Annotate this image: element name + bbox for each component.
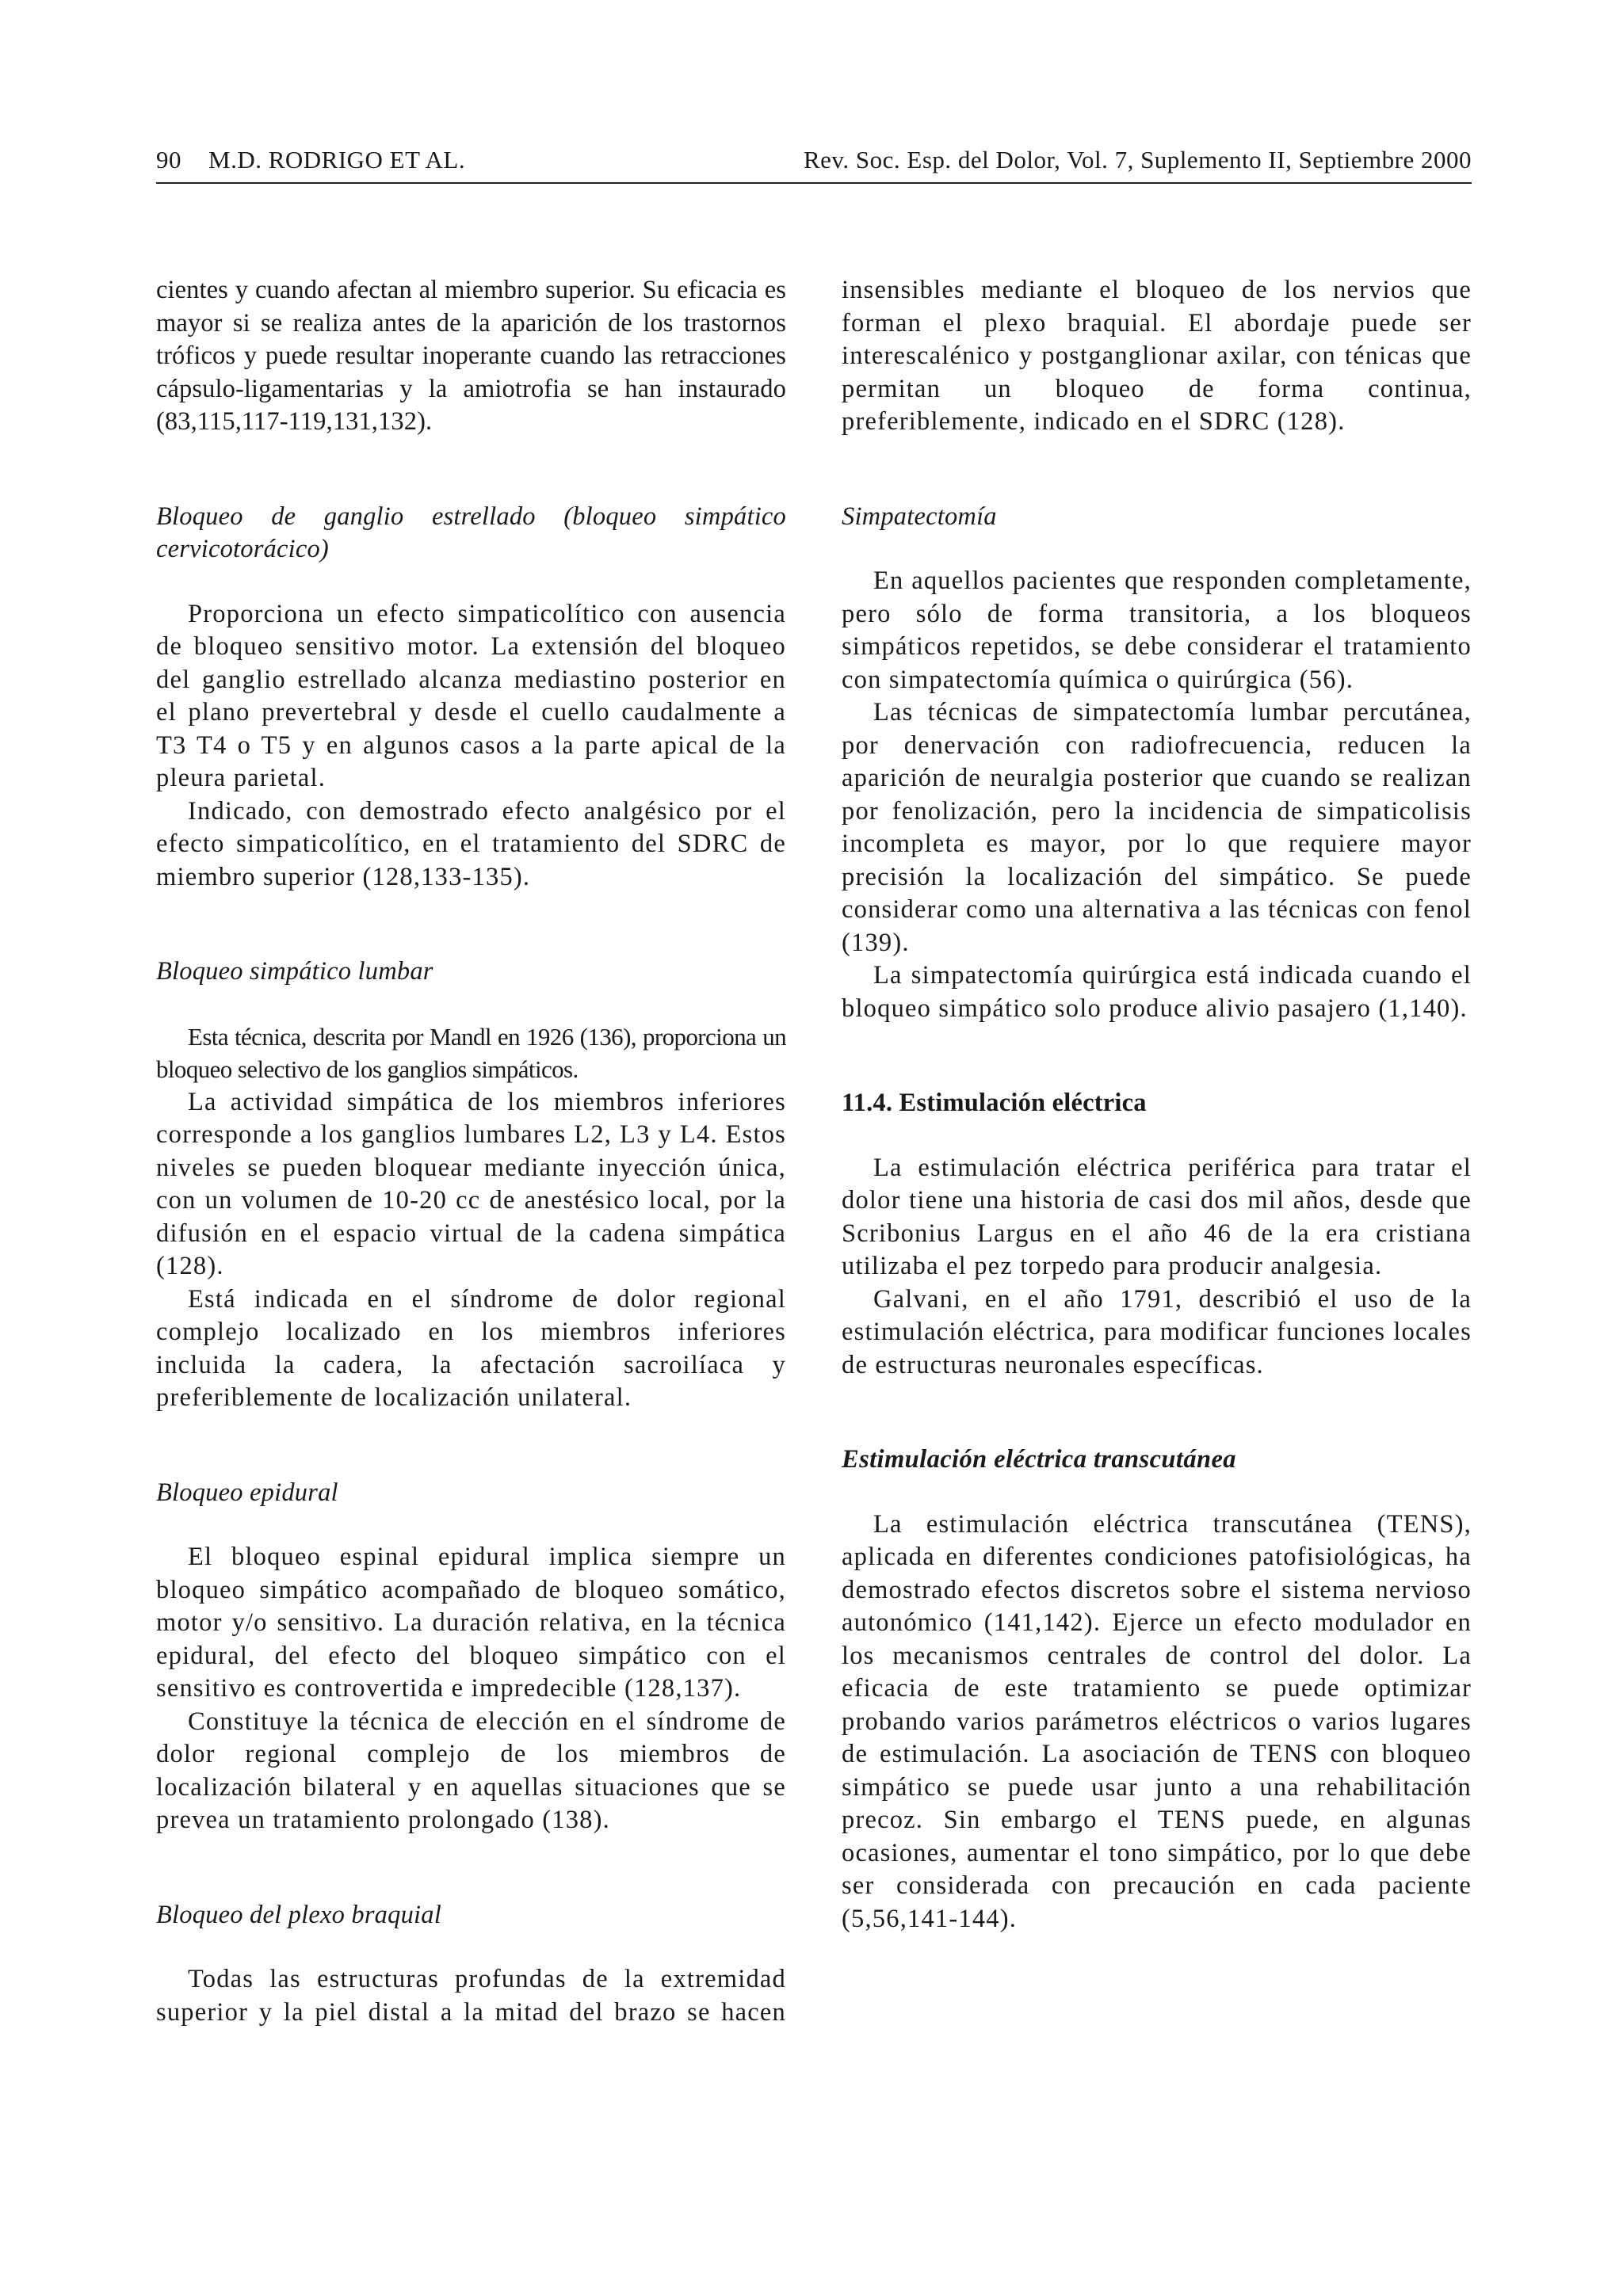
header-authors: M.D. RODRIGO ET AL. [208, 146, 466, 174]
section-title-lumbar: Bloqueo simpático lumbar [156, 957, 433, 986]
paragraph: insensibles mediante el bloqueo de los nervios que forman el plexo braquial. El abordaje puede ser interescalénico y postganglionar axilar, con ténicas que permitan un bloqueo de forma continua, preferiblemente, indicado en el SDRC (128). [842, 276, 1472, 436]
paragraph: cientes y cuando afectan al miembro superior. Su eficacia es mayor si se realiza antes de la aparición de los trastornos tróficos y puede resultar inoperante cuando las retracciones cápsulo-ligamentarias y la amiotrofia se han instaurado (83,115,117-119,131,132). [156, 276, 786, 436]
section-title-electrical-stimulation: 11.4. Estimulación eléctrica [842, 1089, 1147, 1117]
paragraph: La actividad simpática de los miembros inferiores corresponde a los ganglios lumbares L2, L3 y L4. Estos niveles se pueden bloquear mediante inyección única, con un volumen de 10-20 cc de anestésico local, por la difusión en el espacio virtual de la cadena simpática (128). [156, 1087, 786, 1280]
section-title-sympathectomy: Simpatectomía [842, 502, 997, 531]
left-column [156, 274, 786, 2029]
paragraph: La estimulación eléctrica transcutánea (TENS), aplicada en diferentes condiciones patofisiológicas, ha demostrado efectos discretos sobre el sistema nervioso autonómico (141,142). Ejerce un efecto modulador en los mecanismos centrales de control del dolor. La eficacia de este tratamiento se puede optimizar probando varios parámetros eléctricos o varios lugares de estimulación. La asociación de TENS con bloqueo simpático se puede usar junto a una rehabilitación precoz. Sin embargo el TENS puede, en algunas ocasiones, aumentar el tono simpático, por lo que debe ser considerada con precaución en cada paciente (5,56,141-144). [842, 1509, 1472, 1933]
right-column [842, 274, 1472, 1936]
paragraph: Constituye la técnica de elección en el síndrome de dolor regional complejo de los miembros de localización bilateral y en aquellas situaciones que se prevea un tratamiento prolongado (138). [156, 1707, 786, 1834]
section-title-epidural: Bloqueo epidural [156, 1478, 338, 1507]
paragraph: Esta técnica, descrita por Mandl en 1926 (136), proporciona un bloqueo selectivo de los ganglios simpáticos. [156, 1022, 786, 1083]
paragraph: El bloqueo espinal epidural implica siempre un bloqueo simpático acompañado de bloqueo somático, motor y/o sensitivo. La duración relativa, en la técnica epidural, del efecto del bloqueo simpático con el sensitivo es controvertida e impredecible (128,137). [156, 1543, 786, 1703]
running-header [156, 143, 1472, 184]
paragraph: Está indicada en el síndrome de dolor regional complejo localizado en los miembros inferiores incluida la cadera, la afectación sacroilíaca y preferiblemente de localización unilateral. [156, 1284, 786, 1412]
section-title-stellate: Bloqueo de ganglio estrellado (bloqueo simpático cervicotorácico) [156, 502, 786, 563]
header-left [156, 146, 465, 174]
section-title-tens: Estimulación eléctrica transcutánea [842, 1445, 1236, 1474]
paragraph: La simpatectomía quirúrgica está indicada cuando el bloqueo simpático solo produce alivio pasajero (1,140). [842, 961, 1472, 1023]
section-title-brachial: Bloqueo del plexo braquial [156, 1900, 441, 1929]
paragraph: Las técnicas de simpatectomía lumbar percutánea, por denervación con radiofrecuencia, reducen la aparición de neuralgia posterior que cuando se realizan por fenolización, pero la incidencia de simpaticolisis incompleta es mayor, por lo que requiere mayor precisión la localización del simpático. Se puede considerar como una alternativa a las técnicas con fenol (139). [842, 698, 1472, 957]
paragraph: Proporciona un efecto simpaticolítico con ausencia de bloqueo sensitivo motor. La extensión del bloqueo del ganglio estrellado alcanza mediastino posterior en el plano prevertebral y desde el cuello caudalmente a T3 T4 o T5 y en algunos casos a la parte apical de la pleura parietal. [156, 599, 786, 792]
paragraph: La estimulación eléctrica periférica para tratar el dolor tiene una historia de casi dos mil años, desde que Scribonius Largus en el año 46 de la era cristiana utilizaba el pez torpedo para producir analgesia. [842, 1153, 1472, 1280]
page-number: 90 [156, 146, 181, 174]
header-journal: Rev. Soc. Esp. del Dolor, Vol. 7, Suplemento II, Septiembre 2000 [804, 146, 1472, 174]
paragraph: Indicado, con demostrado efecto analgésico por el efecto simpaticolítico, en el tratamiento del SDRC de miembro superior (128,133-135). [156, 796, 786, 891]
paragraph: Galvani, en el año 1791, describió el uso de la estimulación eléctrica, para modificar funciones locales de estructuras neuronales específicas. [842, 1284, 1472, 1379]
paragraph: En aquellos pacientes que responden completamente, pero sólo de forma transitoria, a los bloqueos simpáticos repetidos, se debe considerar el tratamiento con simpatectomía química o quirúrgica (56). [842, 566, 1472, 694]
paragraph: Todas las estructuras profundas de la extremidad superior y la piel distal a la mitad del brazo se hacen [156, 1965, 786, 2027]
